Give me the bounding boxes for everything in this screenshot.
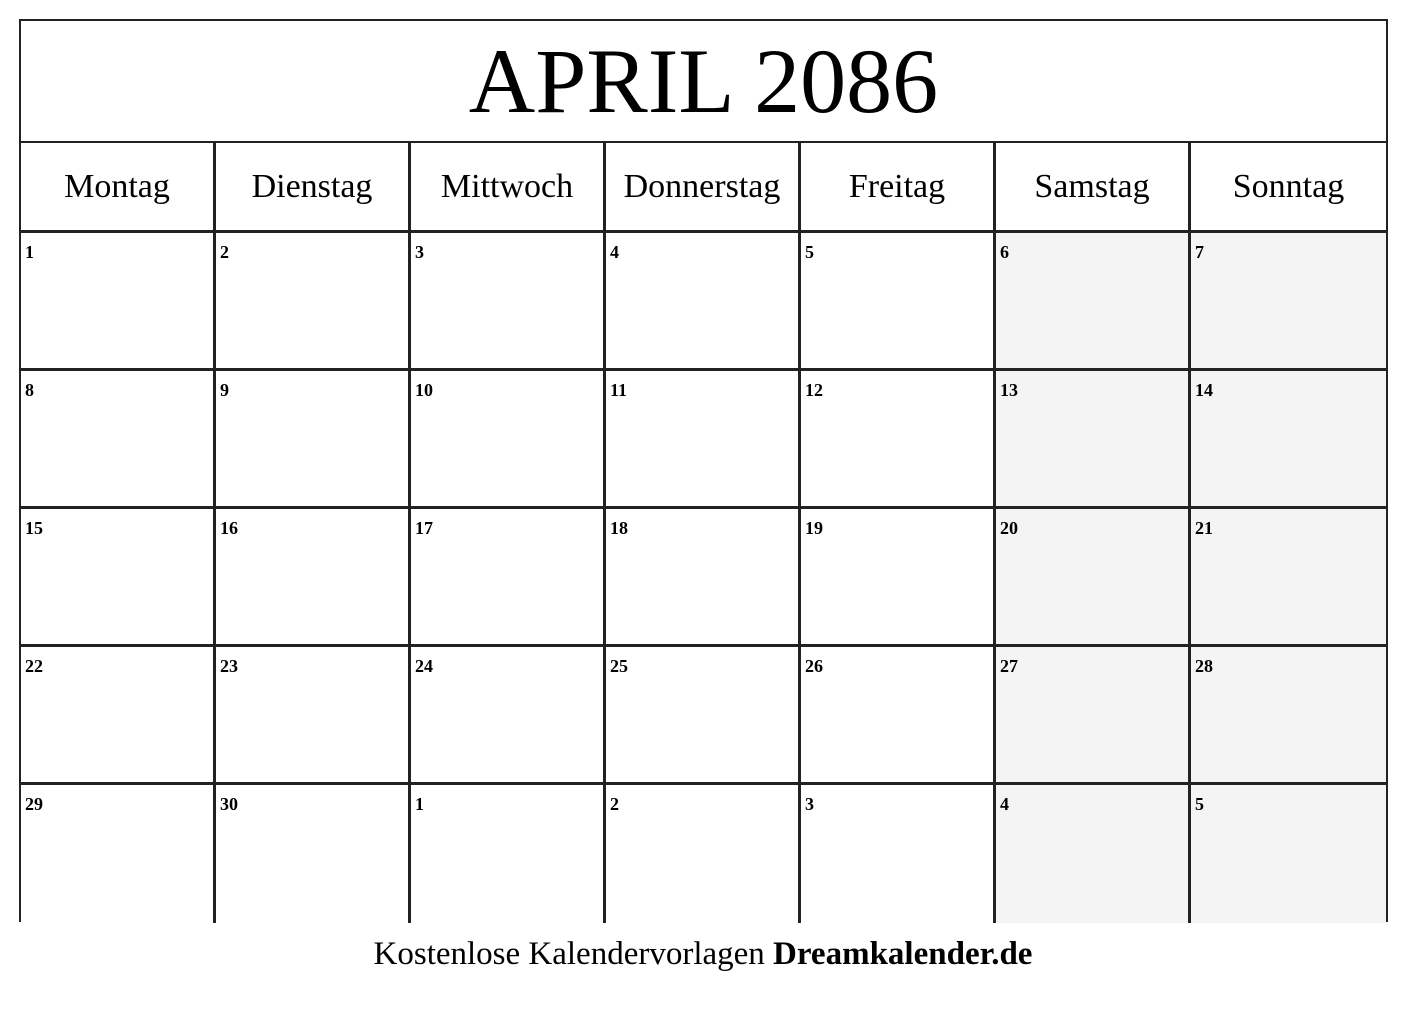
day-number: 27: [1000, 656, 1018, 676]
day-number: 22: [25, 656, 43, 676]
day-number: 10: [415, 380, 433, 400]
day-number: 3: [805, 794, 814, 814]
day-number: 1: [25, 242, 34, 262]
day-cell: [606, 371, 801, 509]
day-cell: [606, 647, 801, 785]
day-cell: [606, 509, 801, 647]
day-cell-next-month: [411, 785, 606, 923]
day-cell-weekend: [996, 647, 1191, 785]
day-number: 5: [1195, 794, 1204, 814]
day-cell-weekend: [1191, 233, 1386, 371]
day-cell: [216, 647, 411, 785]
day-cell: [216, 785, 411, 923]
day-cell: [21, 233, 216, 371]
day-cell-next-month: [606, 785, 801, 923]
footer-text: Kostenlose Kalendervorlagen: [373, 936, 765, 972]
day-cell-weekend: [1191, 509, 1386, 647]
day-number: 14: [1195, 380, 1213, 400]
day-cell-weekend: [996, 233, 1191, 371]
weekday-header-thursday: Donnerstag: [606, 143, 801, 233]
day-cell: [801, 647, 996, 785]
day-number: 28: [1195, 656, 1213, 676]
day-number: 3: [415, 242, 424, 262]
day-cell-weekend-next-month: [1191, 785, 1386, 923]
weekday-header-saturday: Samstag: [996, 143, 1191, 233]
day-number: 6: [1000, 242, 1009, 262]
day-number: 11: [610, 380, 628, 400]
calendar: [19, 19, 1388, 922]
day-cell: [411, 509, 606, 647]
day-number: 24: [415, 656, 433, 676]
day-number: 1: [415, 794, 424, 814]
day-number: 4: [610, 242, 619, 262]
day-number: 18: [610, 518, 628, 538]
footer-credit: [0, 936, 1406, 973]
day-cell: [411, 371, 606, 509]
day-number: 8: [25, 380, 34, 400]
day-cell-weekend: [1191, 647, 1386, 785]
day-number: 13: [1000, 380, 1018, 400]
day-cell: [21, 785, 216, 923]
day-cell: [21, 647, 216, 785]
day-cell: [216, 233, 411, 371]
day-number: 2: [220, 242, 229, 262]
day-cell: [21, 371, 216, 509]
day-cell: [216, 371, 411, 509]
day-number: 19: [805, 518, 823, 538]
day-cell: [411, 233, 606, 371]
day-number: 7: [1195, 242, 1204, 262]
day-cell: [801, 509, 996, 647]
weekday-header-tuesday: Dienstag: [216, 143, 411, 233]
day-number: 5: [805, 242, 814, 262]
day-number: 9: [220, 380, 229, 400]
day-number: 25: [610, 656, 628, 676]
day-number: 4: [1000, 794, 1009, 814]
day-number: 26: [805, 656, 823, 676]
weekday-header-wednesday: Mittwoch: [411, 143, 606, 233]
day-number: 16: [220, 518, 238, 538]
day-number: 15: [25, 518, 43, 538]
day-cell: [606, 233, 801, 371]
day-cell: [216, 509, 411, 647]
day-number: 23: [220, 656, 238, 676]
day-number: 20: [1000, 518, 1018, 538]
day-grid: [21, 233, 1386, 923]
day-cell: [411, 647, 606, 785]
weekday-header-sunday: Sonntag: [1191, 143, 1386, 233]
day-cell: [21, 509, 216, 647]
weekday-header-row: [21, 143, 1386, 233]
day-cell-weekend: [1191, 371, 1386, 509]
day-cell-weekend: [996, 371, 1191, 509]
day-number: 2: [610, 794, 619, 814]
calendar-title: APRIL 2086: [21, 21, 1386, 143]
day-number: 12: [805, 380, 823, 400]
footer-brand-link[interactable]: Dreamkalender.de: [773, 936, 1033, 972]
weekday-header-monday: Montag: [21, 143, 216, 233]
day-number: 21: [1195, 518, 1213, 538]
day-number: 30: [220, 794, 238, 814]
weekday-header-friday: Freitag: [801, 143, 996, 233]
day-cell: [801, 371, 996, 509]
day-cell-weekend: [996, 509, 1191, 647]
day-number: 29: [25, 794, 43, 814]
day-number: 17: [415, 518, 433, 538]
day-cell: [801, 233, 996, 371]
day-cell-weekend-next-month: [996, 785, 1191, 923]
day-cell-next-month: [801, 785, 996, 923]
